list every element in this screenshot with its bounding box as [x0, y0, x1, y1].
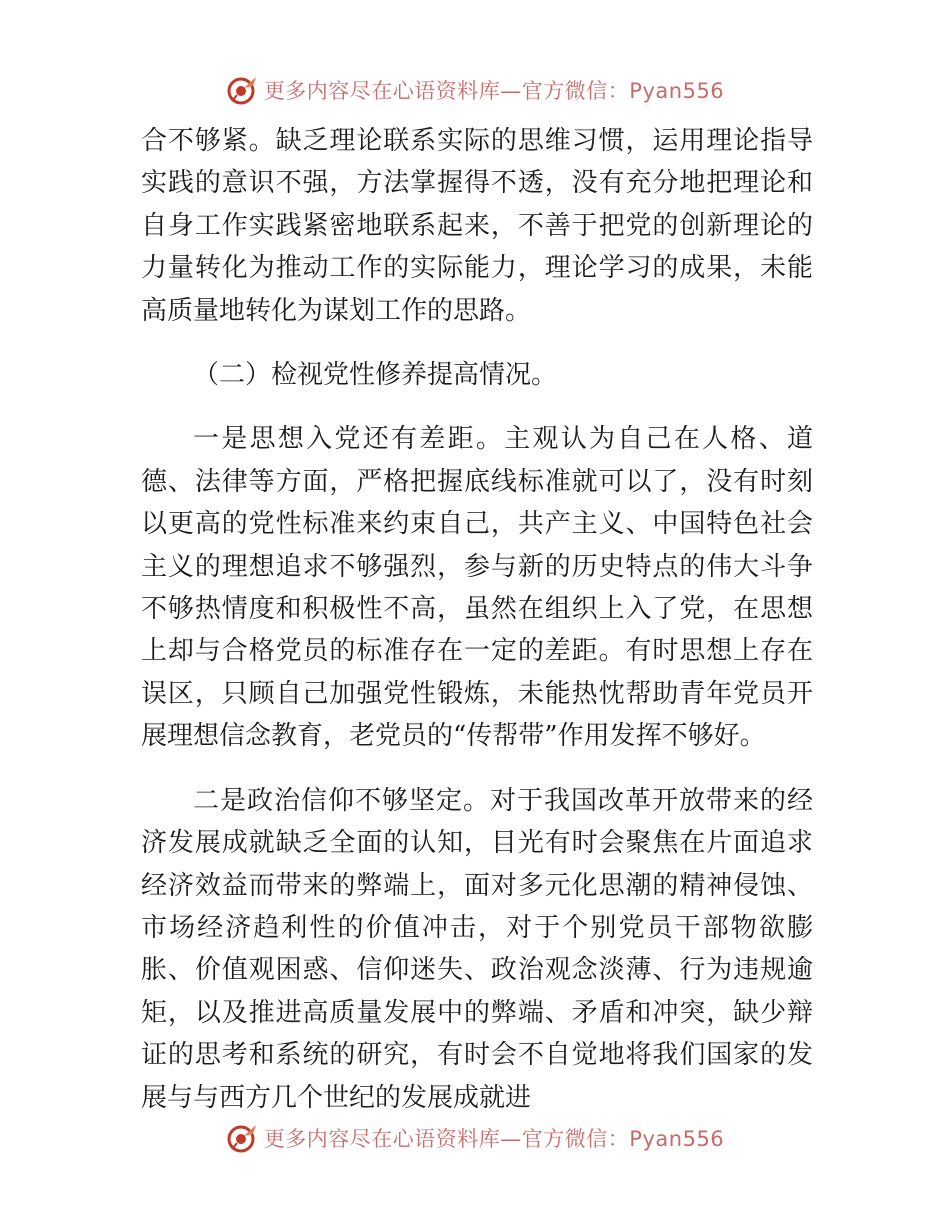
- paragraph-ideological: 一是思想入党还有差距。主观认为自己在人格、道德、法律等方面，严格把握底线标准就可以了，没有时刻以更高的党性标准来约束自己，共产主义、中国特色社会主义的理想追求不够强烈，参与新的历史特点的伟大斗争不够热情度和积极性不高，虽然在组织上入了党，在思想上却与合格党员的标准存在一定的差距。有时思想上存在误区，只顾自己加强党性锻炼，未能热忱帮助青年党员开展理想信念教育，老党员的“传帮带”作用发挥不够好。: [141, 424, 813, 752]
- footer-banner: [0, 1118, 950, 1158]
- footer-banner-text: 更多内容尽在心语资料库—官方微信：Pyan556: [263, 1127, 725, 1151]
- header-banner: [0, 70, 950, 110]
- paragraph-continuation: 合不够紧。缺乏理论联系实际的思维习惯，运用理论指导实践的意识不强，方法掌握得不透，没有充分地把理论和自身工作实践紧密地联系起来，不善于把党的创新理论的力量转化为推动工作的实际能力，理论学习的成果，未能高质量地转化为谋划工作的思路。: [141, 126, 813, 326]
- brand-logo-icon: [226, 74, 258, 106]
- header-banner-text: 更多内容尽在心语资料库—官方微信：Pyan556: [263, 79, 725, 103]
- paragraph-political-belief: 二是政治信仰不够坚定。对于我国改革开放带来的经济发展成就缺乏全面的认知，目光有时会聚焦在片面追求经济效益而带来的弊端上，面对多元化思潮的精神侵蚀、市场经济趋利性的价值冲击，对于个别党员干部物欲膨胀、价值观困惑、信仰迷失、政治观念淡薄、行为违规逾矩，以及推进高质量发展中的弊端、矛盾和冲突，缺少辩证的思考和系统的研究，有时会不自觉地将我们国家的发展与与西方几个世纪的发展成就进: [141, 785, 813, 1113]
- brand-logo-icon: [226, 1122, 258, 1154]
- document-body: [141, 120, 813, 1119]
- section-heading: （二）检视党性修养提高情况。: [193, 360, 558, 391]
